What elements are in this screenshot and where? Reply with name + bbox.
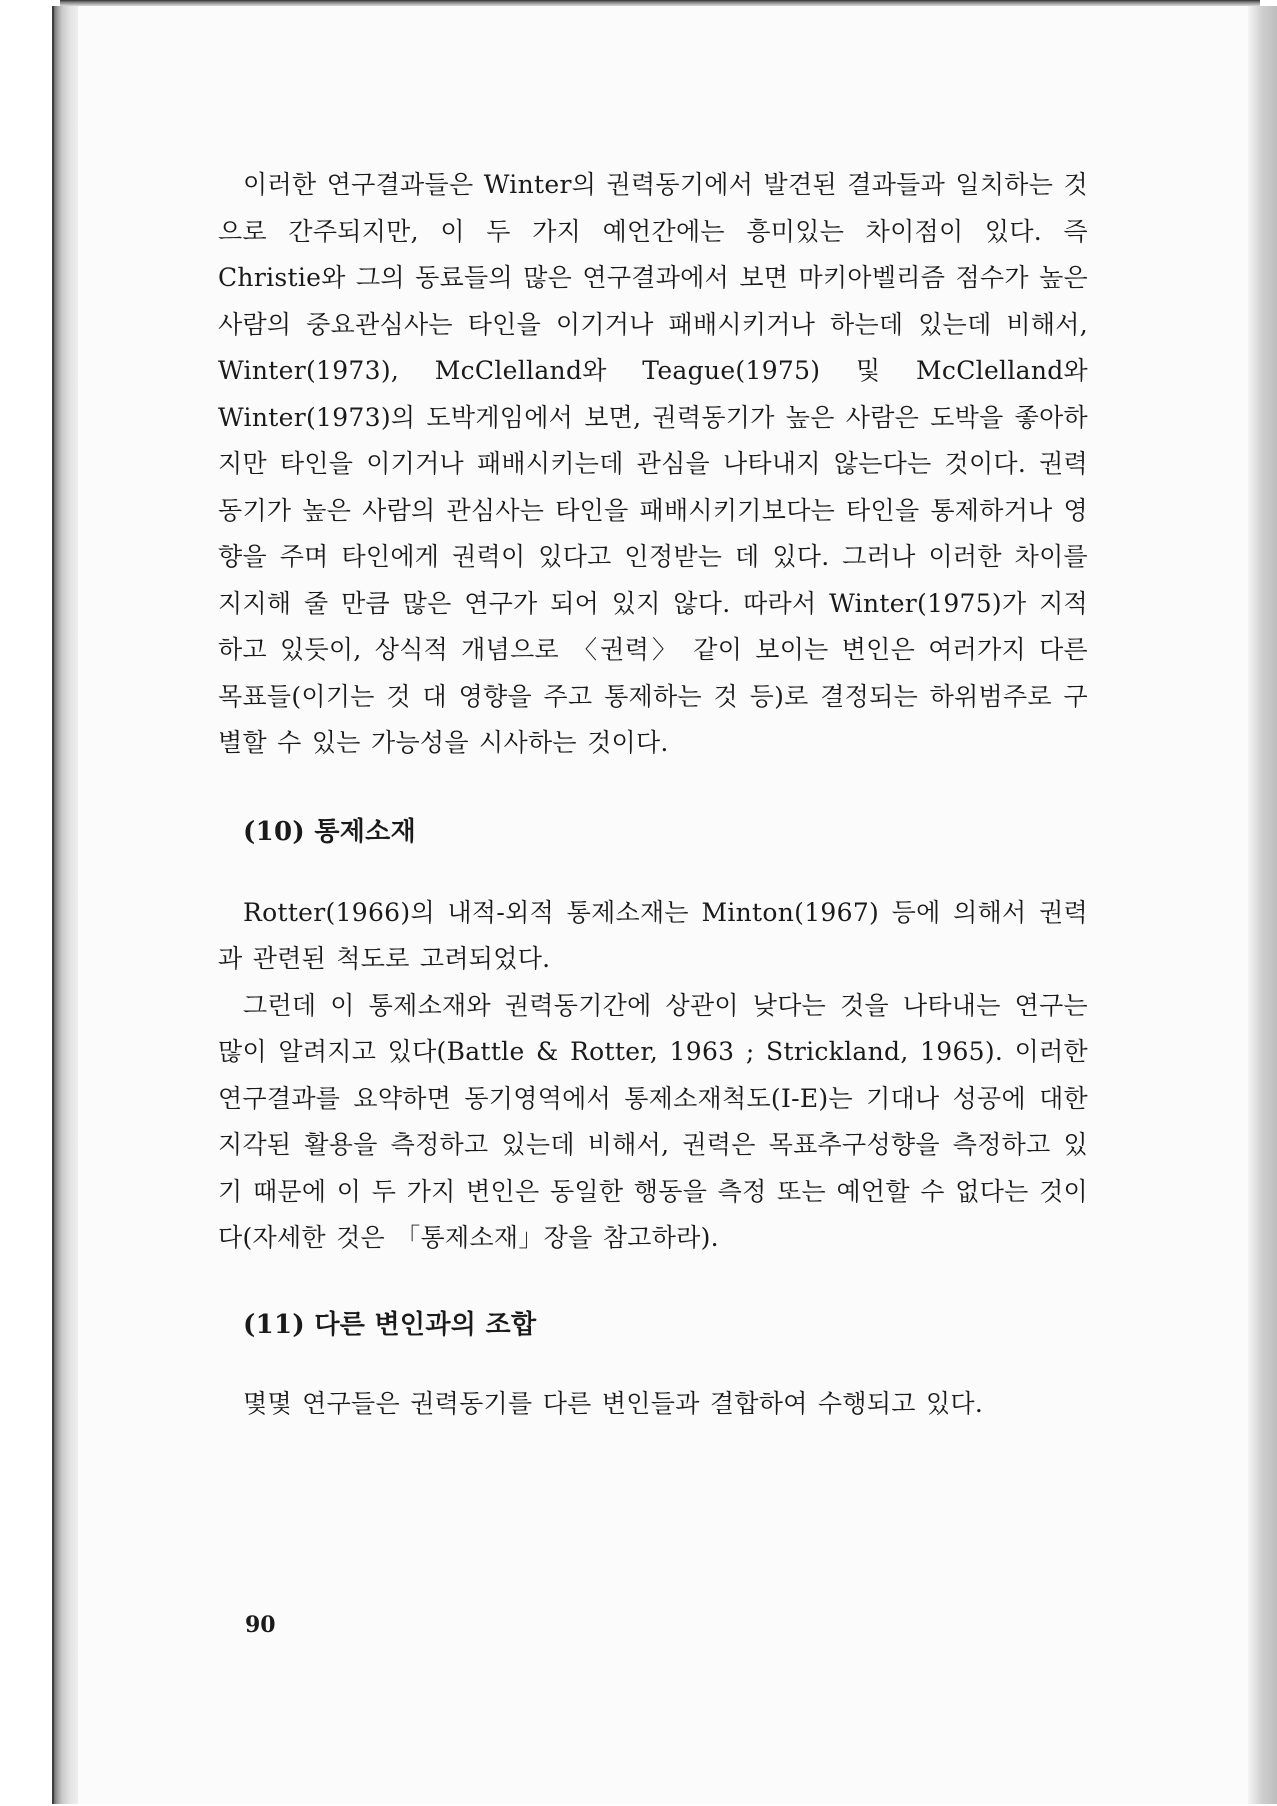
section-heading-locus-of-control: (10) 통제소재: [243, 816, 417, 847]
section-heading-combination: (11) 다른 변인과의 조합: [243, 1309, 537, 1340]
paragraph-winter-comparison: 이러한 연구결과들은 Winter의 권력동기에서 발견된 결과들과 일치하는 것으로 간주되지만, 이 두 가지 예언간에는 흥미있는 차이점이 있다. 즉 Christie와 그의 동료들의 많은 연구결과에서 보면 마키아벨리즘 점수가 높은 사람의 중요관심사는 타인을 이기거나 패배시키거나 하는데 있는데 비해서, Winter(1973), McClelland와 Teague(1975) 및 McClelland와 Winter(1973)의 도박게임에서 보면, 권력동기가 높은 사람은 도박을 좋아하지만 타인을 이기거나 패배시키는데 관심을 나타내지 않는다는 것이다. 권력동기가 높은 사람의 관심사는 타인을 패배시키기보다는 타인을 통제하거나 영향을 주며 타인에게 권력이 있다고 인정받는 데 있다. 그러나 이러한 차이를 지지해 줄 만큼 많은 연구가 되어 있지 않다. 따라서 Winter(1975)가 지적하고 있듯이, 상식적 개념으로 〈권력〉 같이 보이는 변인은 여러가지 다른 목표들(이기는 것 대 영향을 주고 통제하는 것 등)로 결정되는 하위범주로 구별할 수 있는 가능성을 시사하는 것이다.: [218, 170, 1088, 757]
book-page-edge: [52, 6, 80, 1804]
paragraph-combination-studies: 몇몇 연구들은 권력동기를 다른 변인들과 결합하여 수행되고 있다.: [243, 1388, 984, 1418]
page-right-shadow: [1248, 6, 1277, 1804]
page-content: [218, 162, 1088, 1427]
paragraph-rotter-locus: Rotter(1966)의 내적-외적 통제소재는 Minton(1967) 등에 의해서 권력과 관련된 척도로 고려되었다.: [218, 897, 1088, 973]
paragraph-locus-correlation: 그런데 이 통제소재와 권력동기간에 상관이 낮다는 것을 나타내는 연구는 많이 알려지고 있다(Battle & Rotter, 1963 ; Strickland, 1965). 이러한 연구결과를 요약하면 동기영역에서 통제소재척도(I-E)는 기대나 성공에 대한 지각된 활용을 측정하고 있는데 비해서, 권력은 목표추구성향을 측정하고 있기 때문에 이 두 가지 변인은 동일한 행동을 측정 또는 예언할 수 없다는 것이다(자세한 것은 「통제소재」장을 참고하라).: [218, 990, 1088, 1252]
page-number: 90: [245, 1612, 276, 1638]
